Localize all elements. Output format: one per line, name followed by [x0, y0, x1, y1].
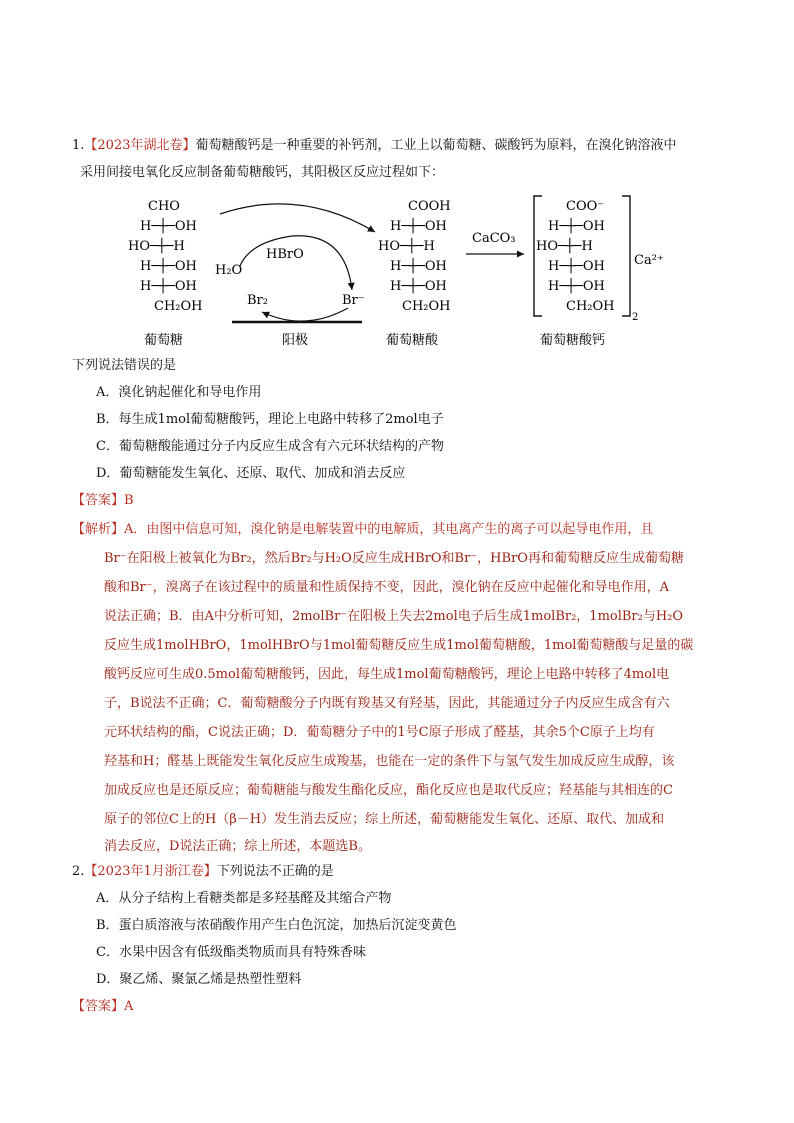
question-number: 2. — [72, 864, 85, 879]
analysis-first-line — [72, 521, 653, 539]
question-source: 【2023年1月浙江卷】 — [84, 864, 217, 879]
answer-label: 【答案】 — [72, 493, 125, 508]
option-a: A．从分子结构上看糖类都是多羟基醛及其缩合产物 — [96, 891, 392, 906]
analysis-line: 羟基和H；醛基上既能发生氧化反应生成羧基，也能在一定的条件下与氢气发生加成反应生成醇，该 — [104, 754, 675, 769]
question-2-stem — [72, 863, 334, 881]
left-bracket — [534, 196, 542, 316]
answer-label: 【答案】 — [72, 999, 125, 1014]
analysis-line: 子，B说法不正确；C．葡萄糖酸分子内既有羧基又有羟基，因此，其能通过分子内反应生成含有六 — [104, 696, 670, 711]
caco3-label: CaCO₃ — [472, 231, 516, 246]
h2o-label: H₂O — [215, 263, 243, 278]
subscript-two: 2 — [632, 312, 639, 323]
question-1-stem — [72, 137, 677, 155]
stem-line-2: 采用间接电氧化反应制备葡萄糖酸钙，其阳极区反应过程如下： — [80, 165, 445, 180]
question-prompt: 下列说法错误的是 — [72, 358, 177, 373]
analysis-line: 说法正确；B．由A中分析可知，2molBr⁻在阳极上失去2mol电子后生成1molBr₂，1molBr₂与H₂O — [104, 609, 684, 624]
arrow-br-to-br2 — [262, 308, 348, 321]
calcium-gluconate-structure — [536, 199, 615, 314]
hbro-label: HBrO — [266, 247, 304, 262]
acid-line: CH₂OH — [402, 299, 451, 314]
caption-calcium-gluconate: 葡萄糖酸钙 — [540, 333, 606, 348]
acid-line: H─┼─OH — [390, 279, 447, 294]
salt-line: H─┼─OH — [548, 279, 605, 294]
analysis-line: 原子的邻位C上的H（β－H）发生消去反应；综上所述，葡萄糖能发生氧化、还原、取代、加成和 — [104, 812, 665, 827]
glucose-line: H─┼─OH — [140, 279, 197, 294]
option-d: D．葡萄糖能发生氧化、还原、取代、加成和消去反应 — [96, 466, 406, 481]
answer-value: B — [124, 493, 134, 508]
caption-gluconic-acid: 葡萄糖酸 — [386, 333, 439, 348]
salt-line: H─┼─OH — [548, 259, 605, 274]
option-b: B．蛋白质溶液与浓硝酸作用产生白色沉淀，加热后沉淀变黄色 — [96, 918, 457, 933]
arrow-br2-to-br — [240, 236, 352, 290]
analysis-line: 反应生成1molHBrO，1molHBrO与1mol葡萄糖反应生成1mol葡萄糖酸，1mol葡萄糖酸与足量的碳 — [104, 638, 694, 653]
question-number: 1. — [72, 138, 85, 153]
analysis-line: 酸和Br⁻，溴离子在该过程中的质量和性质保持不变，因此，溴化钠在反应中起催化和导电作用，A — [104, 580, 670, 595]
glucose-structure — [128, 199, 203, 314]
analysis-label: 【解析】 — [72, 522, 125, 537]
salt-line: COO⁻ — [566, 199, 605, 214]
calcium-ion-label: Ca²⁺ — [634, 253, 664, 268]
answer-line — [72, 998, 133, 1016]
option-d: D．聚乙烯、聚氯乙烯是热塑性塑料 — [96, 972, 302, 987]
br-minus-label: Br⁻ — [342, 293, 365, 308]
acid-line: COOH — [408, 199, 451, 214]
acid-line: H─┼─OH — [390, 259, 447, 274]
gluconic-acid-structure — [378, 199, 451, 314]
option-c: C．水果中因含有低级酯类物质而具有特殊香味 — [96, 945, 366, 960]
salt-line: HO─┼─H — [536, 239, 593, 254]
analysis-line: 加成反应也是还原反应；葡萄糖能与酸发生酯化反应，酯化反应也是取代反应；羟基能与其相连的C — [104, 783, 673, 798]
arrow-glucose-to-acid — [220, 204, 375, 232]
option-c: C．葡萄糖酸能通过分子内反应生成含有六元环状结构的产物 — [96, 439, 444, 454]
reaction-diagram — [120, 192, 680, 352]
glucose-line: H─┼─OH — [140, 259, 197, 274]
glucose-line: HO─┼─H — [128, 239, 185, 254]
acid-line: H─┼─OH — [390, 219, 447, 234]
stem-text: 葡萄糖酸钙是一种重要的补钙剂，工业上以葡萄糖、碳酸钙为原料，在溴化钠溶液中 — [195, 138, 677, 153]
glucose-line: CH₂OH — [154, 299, 203, 314]
option-a: A．溴化钠起催化和导电作用 — [96, 385, 262, 400]
answer-line — [72, 492, 134, 510]
analysis-line: 元环状结构的酯，C说法正确；D．葡萄糖分子中的1号C原子形成了醛基，其余5个C原子上均有 — [104, 725, 655, 740]
br2-label: Br₂ — [247, 293, 268, 308]
glucose-line: CHO — [148, 199, 180, 214]
right-bracket — [622, 196, 630, 316]
acid-line: HO─┼─H — [378, 239, 435, 254]
glucose-line: H─┼─OH — [140, 219, 197, 234]
analysis-line: 消去反应，D说法正确；综上所述，本题选B。 — [104, 839, 371, 854]
option-b: B．每生成1mol葡萄糖酸钙，理论上电路中转移了2mol电子 — [96, 412, 444, 427]
analysis-text: A．由图中信息可知，溴化钠是电解装置中的电解质，其电离产生的离子可以起导电作用，且 — [124, 522, 654, 537]
salt-line: H─┼─OH — [548, 219, 605, 234]
analysis-line: Br⁻在阳极上被氧化为Br₂，然后Br₂与H₂O反应生成HBrO和Br⁻，HBrO再和葡萄糖反应生成葡萄糖 — [104, 551, 684, 566]
analysis-line: 酸钙反应可生成0.5mol葡萄糖酸钙，因此，每生成1mol葡萄糖酸钙，理论上电路中转移了4mol电 — [104, 667, 670, 682]
stem-text: 下列说法不正确的是 — [216, 864, 334, 879]
caption-glucose: 葡萄糖 — [144, 333, 184, 348]
caption-anode: 阳极 — [282, 333, 309, 348]
salt-line: CH₂OH — [566, 299, 615, 314]
question-source: 【2023年湖北卷】 — [84, 138, 196, 153]
answer-value: A — [124, 999, 134, 1014]
